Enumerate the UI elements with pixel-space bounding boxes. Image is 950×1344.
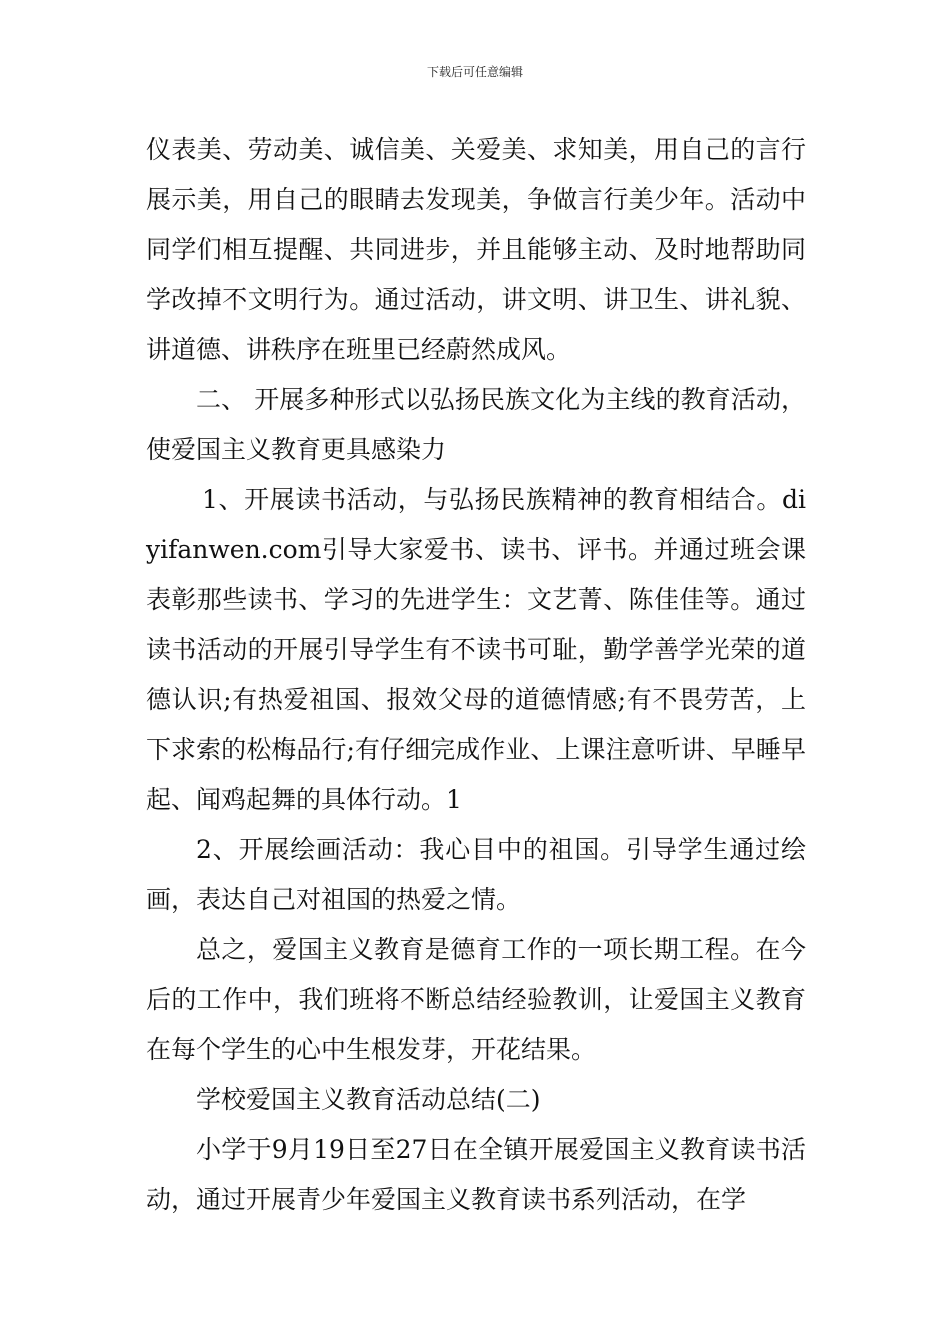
- section-heading-2: 二、 开展多种形式以弘扬民族文化为主线的教育活动，使爱国主义教育更具感染力: [146, 385, 806, 464]
- paragraph-reading-activity: 1、开展读书活动，与弘扬民族精神的教育相结合。diyifanwen.com引导大家爱书、读书、评书。并通过班会课表彰那些读书、学习的先进学生：文艺菁、陈佳佳等。通过读书活动的开展引导学生有不读书可耻，勤学善学光荣的道德认识;有热爱祖国、报效父母的道德情感;有不畏劳苦，上下求索的松梅品行;有仔细完成作业、上课注意听讲、早睡早起、闻鸡起舞的具体行动。1: [146, 485, 806, 814]
- paragraph-drawing-activity: 2、开展绘画活动：我心目中的祖国。引导学生通过绘画，表达自己对祖国的热爱之情。: [146, 835, 806, 914]
- document-body: [146, 125, 806, 1225]
- paragraph-intro-2: 小学于9月19日至27日在全镇开展爱国主义教育读书活动，通过开展青少年爱国主义教育读书系列活动，在学: [146, 1135, 806, 1214]
- page-header: 下载后可任意编辑: [426, 65, 523, 79]
- article-title-2: 学校爱国主义教育活动总结(二): [196, 1085, 541, 1114]
- paragraph-continuation: 仪表美、劳动美、诚信美、关爱美、求知美，用自己的言行展示美，用自己的眼睛去发现美，争做言行美少年。活动中同学们相互提醒、共同进步，并且能够主动、及时地帮助同学改掉不文明行为。通过活动，讲文明、讲卫生、讲礼貌、讲道德、讲秩序在班里已经蔚然成风。: [146, 135, 806, 364]
- paragraph-conclusion: 总之，爱国主义教育是德育工作的一项长期工程。在今后的工作中，我们班将不断总结经验教训，让爱国主义教育在每个学生的心中生根发芽，开花结果。: [146, 935, 806, 1064]
